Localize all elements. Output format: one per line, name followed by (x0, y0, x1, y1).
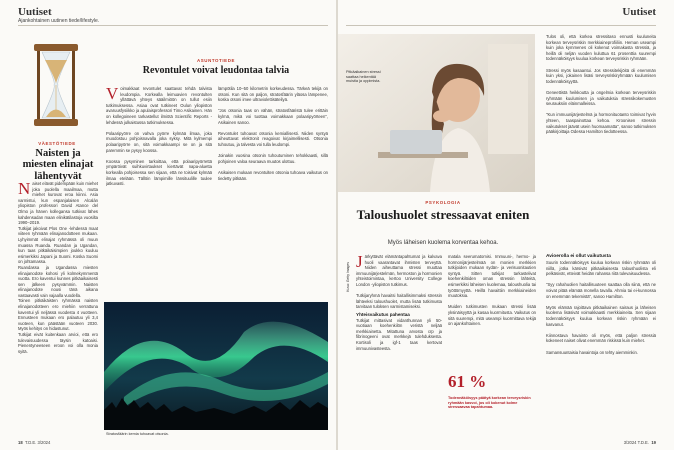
left-body-3: Ruandassa ja Ugandassa miesten elinajanodote kohosi yli kolmekymmentä vuotta. Ero kaventui kunnes pitkäaikaisesti sen jälkeen pysyvämmin. Naisten elinajanodote nousi tänä aikana vastaavasti vain vajaalla vuodella. (18, 264, 98, 298)
mid-body-1: oimakkaat revontulet saattavat tehdä talvista leudompia. Korkealla leimuavien revontulten yllättävä yhteys sääilmiöön on tullut esiin tutkimuksessa. Asiaa ovat tutkineet Oulun yliopiston avaruusfysiikko ja apulaisprofessori Timo Asikainen. Hän on kollegoineen tarkastellut ilmiötä Scientific Reports -lehdessä julkaistussa tutkimuksessa. Polaaripyörre on vahva pyörre kylmää ilmaa, joka muodostuu pohjoisnavalla joka syksy. Mitä kylmempi polaaripyörre on, sitä voimakkaampi se on ja sitä paremmin se pysyy koossa. Koossa pysyminen tarkoittaa, että polaaripyörrettä ympäröivät suihkuvirtaukset kiertävät napa-aluetta korkealla pohjoisessa sen sijaan, että ne toisivat kylmää ilmaa etelään. Tällöin lämpimille länsituulille tuulee jatkuvasti. (106, 86, 212, 187)
right-issue: 3/2024 T.D.E. (623, 440, 649, 445)
statistic-number: 61 % (448, 372, 487, 391)
section-title-right: Uutiset (622, 6, 656, 18)
right-kicker: PSYKOLOGIA (425, 200, 461, 205)
header-rule-right (346, 25, 656, 26)
statistic-text: Todennäköisyys päätyä korkean terveysriskin ryhmään kasvoi, jos oli kokenut kolme stressaavaa tapahtumaa. (448, 396, 531, 410)
right-page-number (624, 440, 656, 445)
photo-caption: Pitkäaikainen stressi saattaa heikentää muistia ja oppimista. (346, 70, 381, 84)
mid-column-2: lämpötila 10–50 kilometrin korkeudessa. Tärkeä tekijä on otsoni. Kun sitä on paljon, stratosfäärin yläosa lämpenee, koska otsoni imee ultraviolettisäteilyä. "Jos otsonia taas on vähän, stratosfääristä tulee erittäin kylmä, mikä voi tuottaa voimakkaan polaaripyörteen", Asikainen sanoo. Revontulet tuhoavat otsonia kemiallisesti. Niiden syntyä aiheuttavat elektronit reagoivat kirjaimellisesti. Otsonia tuhoutuu, ja talvesta voi tulla leudompi. Joinakin vuosina otsonin tuhoutuminen tehokkaasti, sillä pohjoinen valoa seuraava muutos ulottuu. Asikaisen mukaan revontulten otsonia tuhoava vaikutus on tiedetty pitkään. (218, 86, 328, 181)
left-headline: Naisten ja miesten elinajat lähentyvät (22, 148, 94, 182)
left-body-1: aiset elävät pidempään kuin miehet joka puolella maailmaa, mutta miehet kurovat eroa kiinni. Asia varmistui, kun espanjalaisen Alcalán yliopiston professori David Atance del Olmo ja hänen kollegansa tutkivat lähes kahdensadan maan elinikätilastoja vuosilta 1990–2019. (18, 181, 98, 226)
right-subheading-1: Yhteisvaikutus pahentaa (356, 311, 410, 317)
left-body-5: Tutkijat eivät kuitenkaan arvioi, että ero tulevaisuudessa täysin katoaisi. Pienentyneeseen eroon voi olla monia syitä. (18, 332, 98, 354)
hourglass-image (30, 42, 82, 128)
mid-dropcap: V (106, 86, 119, 103)
photo-credit: Kuva: Getty Images (346, 262, 350, 292)
left-kicker: VÄESTÖTIEDE (38, 141, 76, 146)
aurora-caption: Stratosfäärin kemia tuhoavat otsonia. (106, 432, 169, 436)
mid-headline: Revontulet voivat leudontaa talvia (142, 65, 290, 76)
right-body-1b: Tutkijat mittasivat vidanthunnan yli 50-vuotiaan koehenkilön veristä neljää merkkiainetta. Mitattuna arvosta crp ja fibrinogeeni ovat merkkejä tulehduksesta. Kortisoli ja igf-1 taas kertovat immuunivasteesta. (356, 317, 442, 351)
left-page-number (18, 440, 50, 445)
mid-column-1 (106, 86, 212, 296)
right-body-1: ärkyttävät elämäntapahtumat ja kalvava huoli vaarantavat ihmisten terveyttä. Niiden aiheuttama stressi muuttaa immuunijärjestelmän, hermoston ja hormonien yhteistoimintaa, kertoo University College London -yliopiston tutkimus. Tutkijaryhmä havaitsi haitallisimmaksi stressin lähteeksi taloushuolet, mutta lisää tutkimusta tarvitaan tuloksen varmistamiseksi. (356, 254, 442, 310)
right-page-num: 19 (651, 440, 656, 445)
left-body-2: Tutkijat jakoivat Plos One -lehdessä maat viiteen ryhmään elinajanodotteen mukaan. Lyhyimmät elinajat ryhmässä oli muun muassa Ruanda. Ruandan ja Ugandan, kun taas pitkäikäisimpien joukko kuuluu esimerkiksi Japani ja Suomi. Koska Suomi on johtamassa. (18, 225, 98, 265)
right-subheading-2: Avioerolla ei ollut vaikutusta (546, 254, 611, 259)
aurora-photo (104, 302, 328, 430)
right-column-3b: Suurin todennäköisyys kuulua korkean riskin ryhmään oli niillä, jotka kärsivät pitkäaikaisesta taloushuolista eli pelkäsivät, etteivät heidän rahansa riitä tulevaisuudessa. "Syy rahahuolien haitallisuuteen saattaa olla siinä, että ne voivat pitää elämää monella tavalla. Ahmia tai ei-kunnossa on enemmän tekemistä", sanoo Hamilton. Myös elämää rajoittava pitkäaikainen sairaus ja läheisen kuolema lisäsivät voimakkaasti merkkiaineita. Sen sijaan todennäköisyys kuulua korkean riskin ryhmään ei kasvanut. Kiinnostava havainto oli myös, että paljon stressiä kokeneet naiset olivat enemmän riskissä kuin miehet. Samansuuntaisia havaintoja on tehty aiemminkin. (546, 260, 656, 355)
section-title-left: Uutiset (18, 6, 52, 18)
mid-kicker: ASUNTOTIEDE (197, 58, 235, 63)
right-column-3: Tulos oli, että korkea stressitaso ennusti kuuluneita korkean terveysriskin merkkiaineprofiiliin. Heman useampi kuin joka kymmenes oli kokenut voimakasta stressiä, ja heillä oli neljän vuoden kuluttua 61 prosenttia suurempi todennäköisyys kuulua korkean terveysriskin ryhmään. Stressi myös kasaantui. Jos stressitekijöitä oli enemmän kuin yksi, jokainen lisäsi terveysriskiryhmään kuulumisen todennäköisyyttä. Geneettistä heikkoutta ja ongelmia korkean terveysriskin ryhmään kuulumisen ja vaikutuksia stressikokemusten seurauksiin eläinmalleissa. "Kun immuunijärjestelmä ja hormonituotanto toimivat hyvin yhteen, taaspainottaa kehoa. Kroonisen stressin vaikutukset jäävät usein huomaamatta", sanoo tutkimuksen pääkirjoittaja Odessa Hamilton tiedotteessa. (546, 34, 656, 135)
right-column-2: matala seerumatomisi. Immuuni-, hermo- ja hormonijärjestelmää on monien merkkien tutkijoiden mukaan sydän- ja verisuonitautien syntyä. Sitten tutkijat tarkastelivat koehenkilöiden oman stressin lähteitä, esimerkiksi läheisen kuolemaa, taloushuolia tai työttömyyttä. Heillä havaittiin merkkiaineiden muutoksia. Muiden tutkimusten mukaan stressi lisää yksinäisyyttä ja kasaa kuormitusta. Vaikutus on sitä suurempi, mitä useampi kuormittava tekijä on ajankohtainen. (448, 254, 536, 327)
header-rule (18, 25, 328, 26)
left-page-num: 18 (18, 440, 23, 445)
left-issue: T.D.E. 3/2024 (24, 440, 51, 445)
stressed-woman-photo (338, 34, 535, 192)
right-lead: Myös läheisen kuolema korventaa kehoa. (387, 240, 499, 246)
right-column-1 (356, 254, 442, 436)
section-subtitle: Ajankohtainen uutinen tiede/lifestyle. (18, 18, 100, 24)
left-body-4: Toinen pitkäikäisten ryhmässä naisten elinajanodotteen ero miehiin verrattuna kaventui yli neljässä vuodesta 4 vuotteen. Ennusteen mukaan ero palautuu yli 3,4 vuoteen, kun päästään vuoteen 2030. Myös kehitys on hidastunut. (18, 298, 98, 332)
left-page (0, 0, 336, 450)
left-article-column (18, 181, 98, 436)
right-dropcap: J (356, 254, 363, 271)
right-headline: Taloushuolet stressaavat eniten (356, 207, 530, 222)
left-dropcap: N (18, 181, 31, 198)
right-page (338, 0, 674, 450)
